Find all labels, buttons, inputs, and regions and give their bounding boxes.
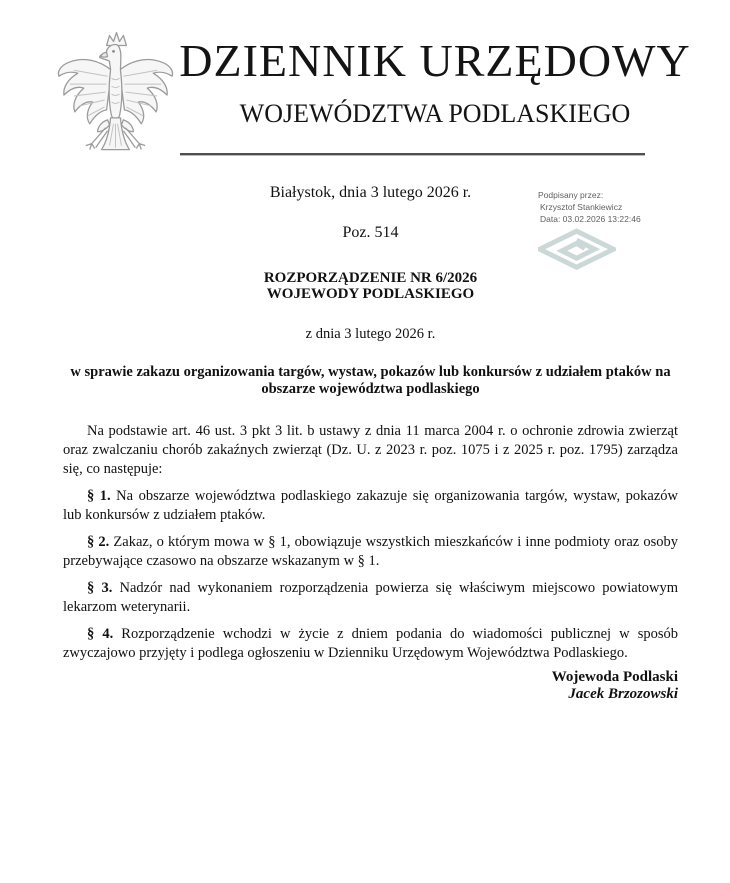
e-signature-stamp — [538, 189, 708, 272]
paragraph-2 — [63, 533, 678, 571]
paragraph-1-marker: § 1. — [87, 488, 111, 504]
place-date-line: Białystok, dnia 3 lutego 2026 r. — [269, 184, 472, 201]
position-number: Poz. 514 — [342, 224, 399, 241]
act-title-line2: WOJEWODY PODLASKIEGO — [266, 286, 475, 302]
act-title-line1: ROZPORZĄDZENIE NR 6/2026 — [263, 270, 478, 286]
act-body — [63, 270, 678, 703]
paragraph-3 — [63, 579, 678, 617]
signoff-name: Jacek Brzozowski — [568, 686, 678, 702]
paragraph-1 — [63, 487, 678, 525]
paragraph-4-text: Rozporządzenie wchodzi w życie z dniem podania do wiadomości publicznej w sposób zwyczajowo przyjęty i podlega ogłoszeniu w Dzienniku Urzędowym Województwa Podlaskiego. — [63, 626, 678, 661]
masthead-divider — [180, 153, 645, 156]
paragraph-1-text: Na obszarze województwa podlaskiego zakazuje się organizowania targów, wystaw, pokazów lub konkursów z udziałem ptaków. — [63, 488, 679, 523]
paragraph-4 — [63, 625, 678, 663]
signature-date: Data: 03.02.2026 13:22:46 — [540, 214, 641, 224]
act-date-line: z dnia 3 lutego 2026 r. — [305, 326, 436, 342]
paragraph-4-marker: § 4. — [87, 626, 114, 642]
masthead — [178, 35, 692, 128]
signoff-office: Wojewoda Podlaski — [551, 669, 678, 685]
paragraph-3-marker: § 3. — [87, 580, 113, 596]
signed-by-label: Podpisany przez: — [538, 190, 604, 200]
paragraph-3-text: Nadzór nad wykonaniem rozporządzenia powierza się właściwym miejscowo powiatowym lekarzom weterynarii. — [63, 580, 678, 615]
journal-subtitle: WOJEWÓDZTWA PODLASKIEGO — [239, 99, 631, 128]
act-subject: w sprawie zakazu organizowania targów, wystaw, pokazów lub konkursów z udziałem ptaków na obszarze województwa podlaskiego — [70, 364, 671, 397]
paragraph-2-text: Zakaz, o którym mowa w § 1, obowiązuje wszystkich mieszkańców i inne podmioty oraz osoby przebywające czasowo na obszarze wskazanym w § 1. — [63, 534, 678, 569]
preamble: Na podstawie art. 46 ust. 3 pkt 3 lit. b ustawy z dnia 11 marca 2004 r. o ochronie zdrowia zwierząt oraz zwalczaniu chorób zakaźnych zwierząt (Dz. U. z 2023 r. poz. 1075 i z 2025 r. poz. 1795) zarządza się, co następuje: — [63, 423, 678, 477]
polish-eagle-emblem — [56, 28, 175, 173]
e-seal-diamond-icon — [538, 228, 616, 272]
journal-title: DZIENNIK URZĘDOWY — [179, 35, 691, 86]
paragraph-2-marker: § 2. — [87, 534, 110, 550]
signoff-block — [63, 669, 678, 703]
signer-name: Krzysztof Stankiewicz — [540, 202, 623, 212]
